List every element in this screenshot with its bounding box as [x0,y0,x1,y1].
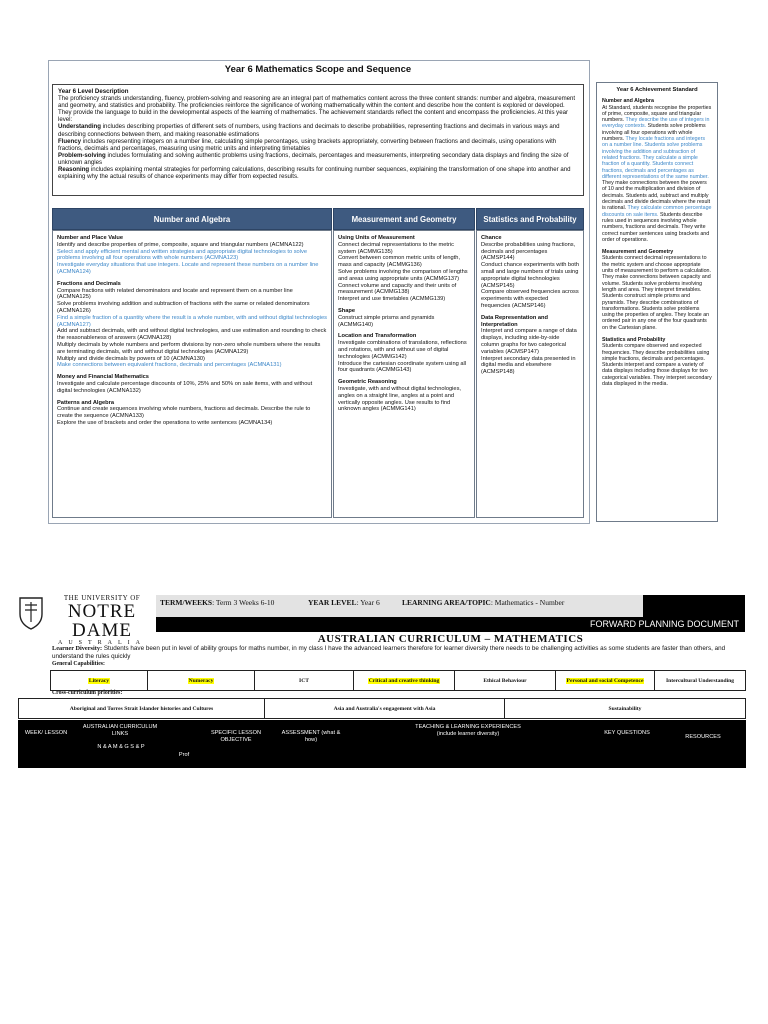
content-descriptor: Interpret and use timetables (ACMMG139) [338,296,446,303]
content-descriptor: Investigate everyday situations that use integers. Locate and represent these numbers on a number line (ACMNA124) [57,262,319,275]
content-descriptor: Connect decimal representations to the metric system (ACMMG135) [338,241,455,255]
logo-line-3: AUSTRALIA [58,640,146,646]
scope-title: Year 6 Mathematics Scope and Sequence [224,64,412,75]
content-descriptor: Describe probabilities using fractions, decimals and percentages (ACMSP144) [481,241,576,262]
content-descriptor: Make connections between equivalent fractions, decimals and percentages (ACMNA131) [57,362,282,369]
year-level: YEAR LEVEL: Year 6 [308,598,380,607]
col-lesson-objective: SPECIFIC LESSON OBJECTIVE [210,730,262,743]
content-descriptor: Interpret and compare a range of data displays, including side-by-side column graphs for two categorical variables (ACMSP147) [481,328,577,355]
col-assessment: ASSESSMENT (what & how) [281,730,341,743]
strand-subheading: Patterns and Algebra [57,399,114,406]
priority-sustainability: Sustainability [504,698,746,719]
content-descriptor: Compare observed frequencies across experiments with expected frequencies (ACMSP146) [481,289,579,309]
strand-number-algebra: Number and Algebra [52,208,332,230]
content-descriptor: Multiply and divide decimals by powers of 10 (ACMNA130) [57,355,205,362]
strand-subheading: Shape [338,307,356,314]
content-descriptor: Introduce the cartesian coordinate system using all four quadrants (ACMMG143) [338,360,467,374]
prof-fluency: Fluency includes representing integers on a number line, calculating simple percentages, using brackets appropriately, converting between fractions and decimals, using operations with fractions, decimals and percentages, measuring using metric units and interpreting timetables [58,137,557,152]
content-descriptor: Connect volume and capacity and their units of measurement (ACMMG138) [338,282,457,296]
crest-icon [18,596,44,630]
prof-understanding: Understanding includes describing properties of different sets of numbers, using fractions and decimals to describe probabilities, representing fractions and decimals in various ways and describing connections between them, and making reasonable estimations [58,123,560,138]
content-descriptor: Investigate combinations of translations, reflections and rotations, with and without use of digital technologies (ACMMG142) [338,340,467,360]
university-logo [16,592,152,646]
prof-problem-solving: Problem-solving includes formulating and solving authentic problems using fractions, decimals, percentages and measurements, interpreting secondary data displays and finding the size of unknown angles [58,151,569,166]
measurement-geometry-column [333,230,475,518]
content-descriptor: Interpret secondary data presented in digital media and elsewhere (ACMSP148) [481,355,576,376]
col-teaching-learning: TEACHING & LEARNING EXPERIENCES (include learner diversity) [415,724,521,737]
content-descriptor: Solve problems involving addition and subtraction of fractions with the same or related denominators (ACMNA126) [57,301,310,314]
level-heading: Year 6 Level Description [58,88,129,95]
number-algebra-column [52,230,332,518]
content-descriptor: Find a simple fraction of a quantity where the result is a whole number, with and without digital technologies (ACMNA127) [57,314,327,328]
col-week-lesson: WEEK/ LESSON [24,730,68,736]
content-descriptor: Continue and create sequences involving whole numbers, fractions ad decimals. Describe the rule to create the sequence (ACMNA133) [57,406,311,420]
content-descriptor: Compare fractions with related denominators and locate and represent them on a number line (ACMNA125) [57,287,293,301]
header-info-bar [156,595,646,618]
col-resources: RESOURCES [685,734,721,740]
content-descriptor: Add and subtract decimals, with and without digital technologies, and use estimation and rounding to check the reasonableness of answers (ACMNA128) [57,328,327,342]
col-ac-links: AUSTRALIAN CURRICULUM LINKS [82,724,158,737]
achievement-sp-text: Students compare observed and expected frequencies. They describe probabilities using simple fractions, decimals and percentages. Students interpret and compare a variety of data displays including those displays for two categorical variables. They interpret secondary data displayed in the media. [602,343,712,388]
content-descriptor: Investigate, with and without digital technologies, angles on a straight line, angles at a point and vertically opposite angles. Use results to find unknown angles (ACMMG141) [338,385,461,413]
capability-ict: ICT [254,670,354,691]
capability-literacy: Literacy [50,670,148,691]
col-key-questions: KEY QUESTIONS [604,730,650,736]
logo-line-1: THE UNIVERSITY OF [63,594,141,602]
learner-diversity: Learner Diversity: Students have been put in level of ability groups for maths number, in my class I have the advanced learners therefore for learner diversity there needs to be challenging activities as some students are faster than others, and understand the rules quickly [52,645,726,660]
cross-curriculum-label: Cross-curriculum priorities: [52,690,123,696]
curriculum-title: AUSTRALIAN CURRICULUM – MATHEMATICS [317,633,584,645]
statistics-probability-column [476,230,584,518]
priority-asia: Asia and Australia's engagement with Asia [264,698,505,719]
achievement-na-text: At Standard, students recognise the properties of prime, composite, square and triangular numbers. They describe the use of integers in everyday contexts. Students solve problems involving all four operations with whole numbers. They locate fractions and integers on a number line. Students solve problems involving the addition and subtraction of related fractions. They calculate a simple fraction of a quantity. Students connect fractions, decimals and percentages as different representations of the same number. They make connections between the powers of 10 and the multiplication and division of decimals. Students add, subtract and multiply decimals and divide decimals where the result is rational. They calculate common percentage discounts on sale items. Students describe rules used in sequences involving whole numbers, fractions and decimals. They write correct number sentences using brackets and order of operations. [602,104,712,243]
learning-area: LEARNING AREA/TOPIC: Mathematics - Number [402,598,565,607]
prof-reasoning: Reasoning includes explaining mental strategies for performing calculations, describing results for continuing number sequences, explaining the transformation of one shape into another and explaining why the actual results of chance experiments may differ from expected results. [58,166,571,181]
strand-measurement-geometry: Measurement and Geometry [333,208,475,230]
strand-subheading: Chance [481,235,502,241]
strand-subheading: Location and Transformation [338,333,417,340]
logo-line-2: NOTRE DAME [67,601,137,641]
capability-critical-thinking: Critical and creative thinking [353,670,455,691]
content-descriptor: Multiply decimals by whole numbers and perform divisions by non-zero whole numbers where the results are terminating decimals, with and without digital technologies (ACMNA129) [57,341,321,355]
general-capabilities-label: General Capabilities: [52,661,105,667]
achievement-title: Year 6 Achievement Standard [616,87,698,93]
strand-subheading: Geometric Reasoning [338,379,397,386]
forward-planning-banner: FORWARD PLANNING DOCUMENT [156,617,745,632]
content-descriptor: Convert between common metric units of length, mass and capacity (ACMMG136) [338,255,461,269]
achievement-standard-panel [596,82,718,522]
strand-statistics-probability: Statistics and Probability [476,208,584,230]
content-descriptor: Investigate and calculate percentage discounts of 10%, 25% and 50% on sale items, with and without digital technologies (ACMNA132) [57,380,313,394]
planning-table-header [18,720,746,768]
strand-subheading: Number and Place Value [57,235,124,241]
strand-subheading: Money and Financial Mathematics [57,374,149,381]
term-weeks: TERM/WEEKS: Term 3 Weeks 6-10 [160,598,275,607]
capability-personal-social: Personal and social Competence [555,670,655,691]
level-intro: The proficiency strands understanding, fluency, problem-solving and reasoning are an integral part of mathematics content across the three content strands: number and algebra, measurement and geometry, and statistics and probability. The proficiencies reinforce the significance of working mathematically within the content and describe how the content is explored or developed. They provide the language to build in the developmental aspects of the learning of mathematics. The achievement standards reflect the content and encompass the proficiencies. At this year level: [58,95,576,124]
content-descriptor: Construct simple prisms and pyramids (ACMMG140) [338,314,435,328]
strand-subheading: Fractions and Decimals [57,280,121,287]
priority-aboriginal: Aboriginal and Torres Strait Islander histories and Cultures [18,698,265,719]
capability-numeracy: Numeracy [147,670,255,691]
content-descriptor: Identify and describe properties of prime, composite, square and triangular numbers (ACMNA122) [57,241,304,248]
content-descriptor: Explore the use of brackets and order the operations to write sentences (ACMNA134) [57,419,273,426]
achievement-na-heading: Number and Algebra [602,98,654,105]
achievement-sp-heading: Statistics and Probability [602,336,666,343]
strand-subheading: Using Units of Measurement [338,235,415,241]
capability-ethical-behaviour: Ethical Behaviour [454,670,556,691]
content-descriptor: Select and apply efficient mental and written strategies and appropriate digital technologies to solve problems involving all four operations with whole numbers (ACMNA123) [57,248,307,262]
level-description-box [52,84,584,196]
content-descriptor: Solve problems involving the comparison of lengths and areas using appropriate units (ACMMG137) [338,268,468,282]
achievement-mg-heading: Measurement and Geometry [602,249,674,256]
capability-intercultural: Intercultural Understanding [654,670,746,691]
achievement-mg-text: Students connect decimal representations to the metric system and choose appropriate units of measurement to perform a calculation. They make connections between capacity and volume. Students solve problems involving length and area. They interpret timetables. Students construct simple prisms and pyramids. They describe combinations of transformations. Students solve problems using the properties of angles. They locate an ordered pair in any one of the four quadrants on the Cartesian plane. [602,255,711,331]
content-descriptor: Conduct chance experiments with both small and large numbers of trials using appropriate digital technologies (ACMSP145) [481,262,580,289]
col-prof: Prof [178,752,190,758]
strand-subheading: Data Representation and Interpretation [481,314,549,328]
col-ac-subheads: N & A M & G S & P [97,744,145,750]
header-black-block [643,595,745,617]
